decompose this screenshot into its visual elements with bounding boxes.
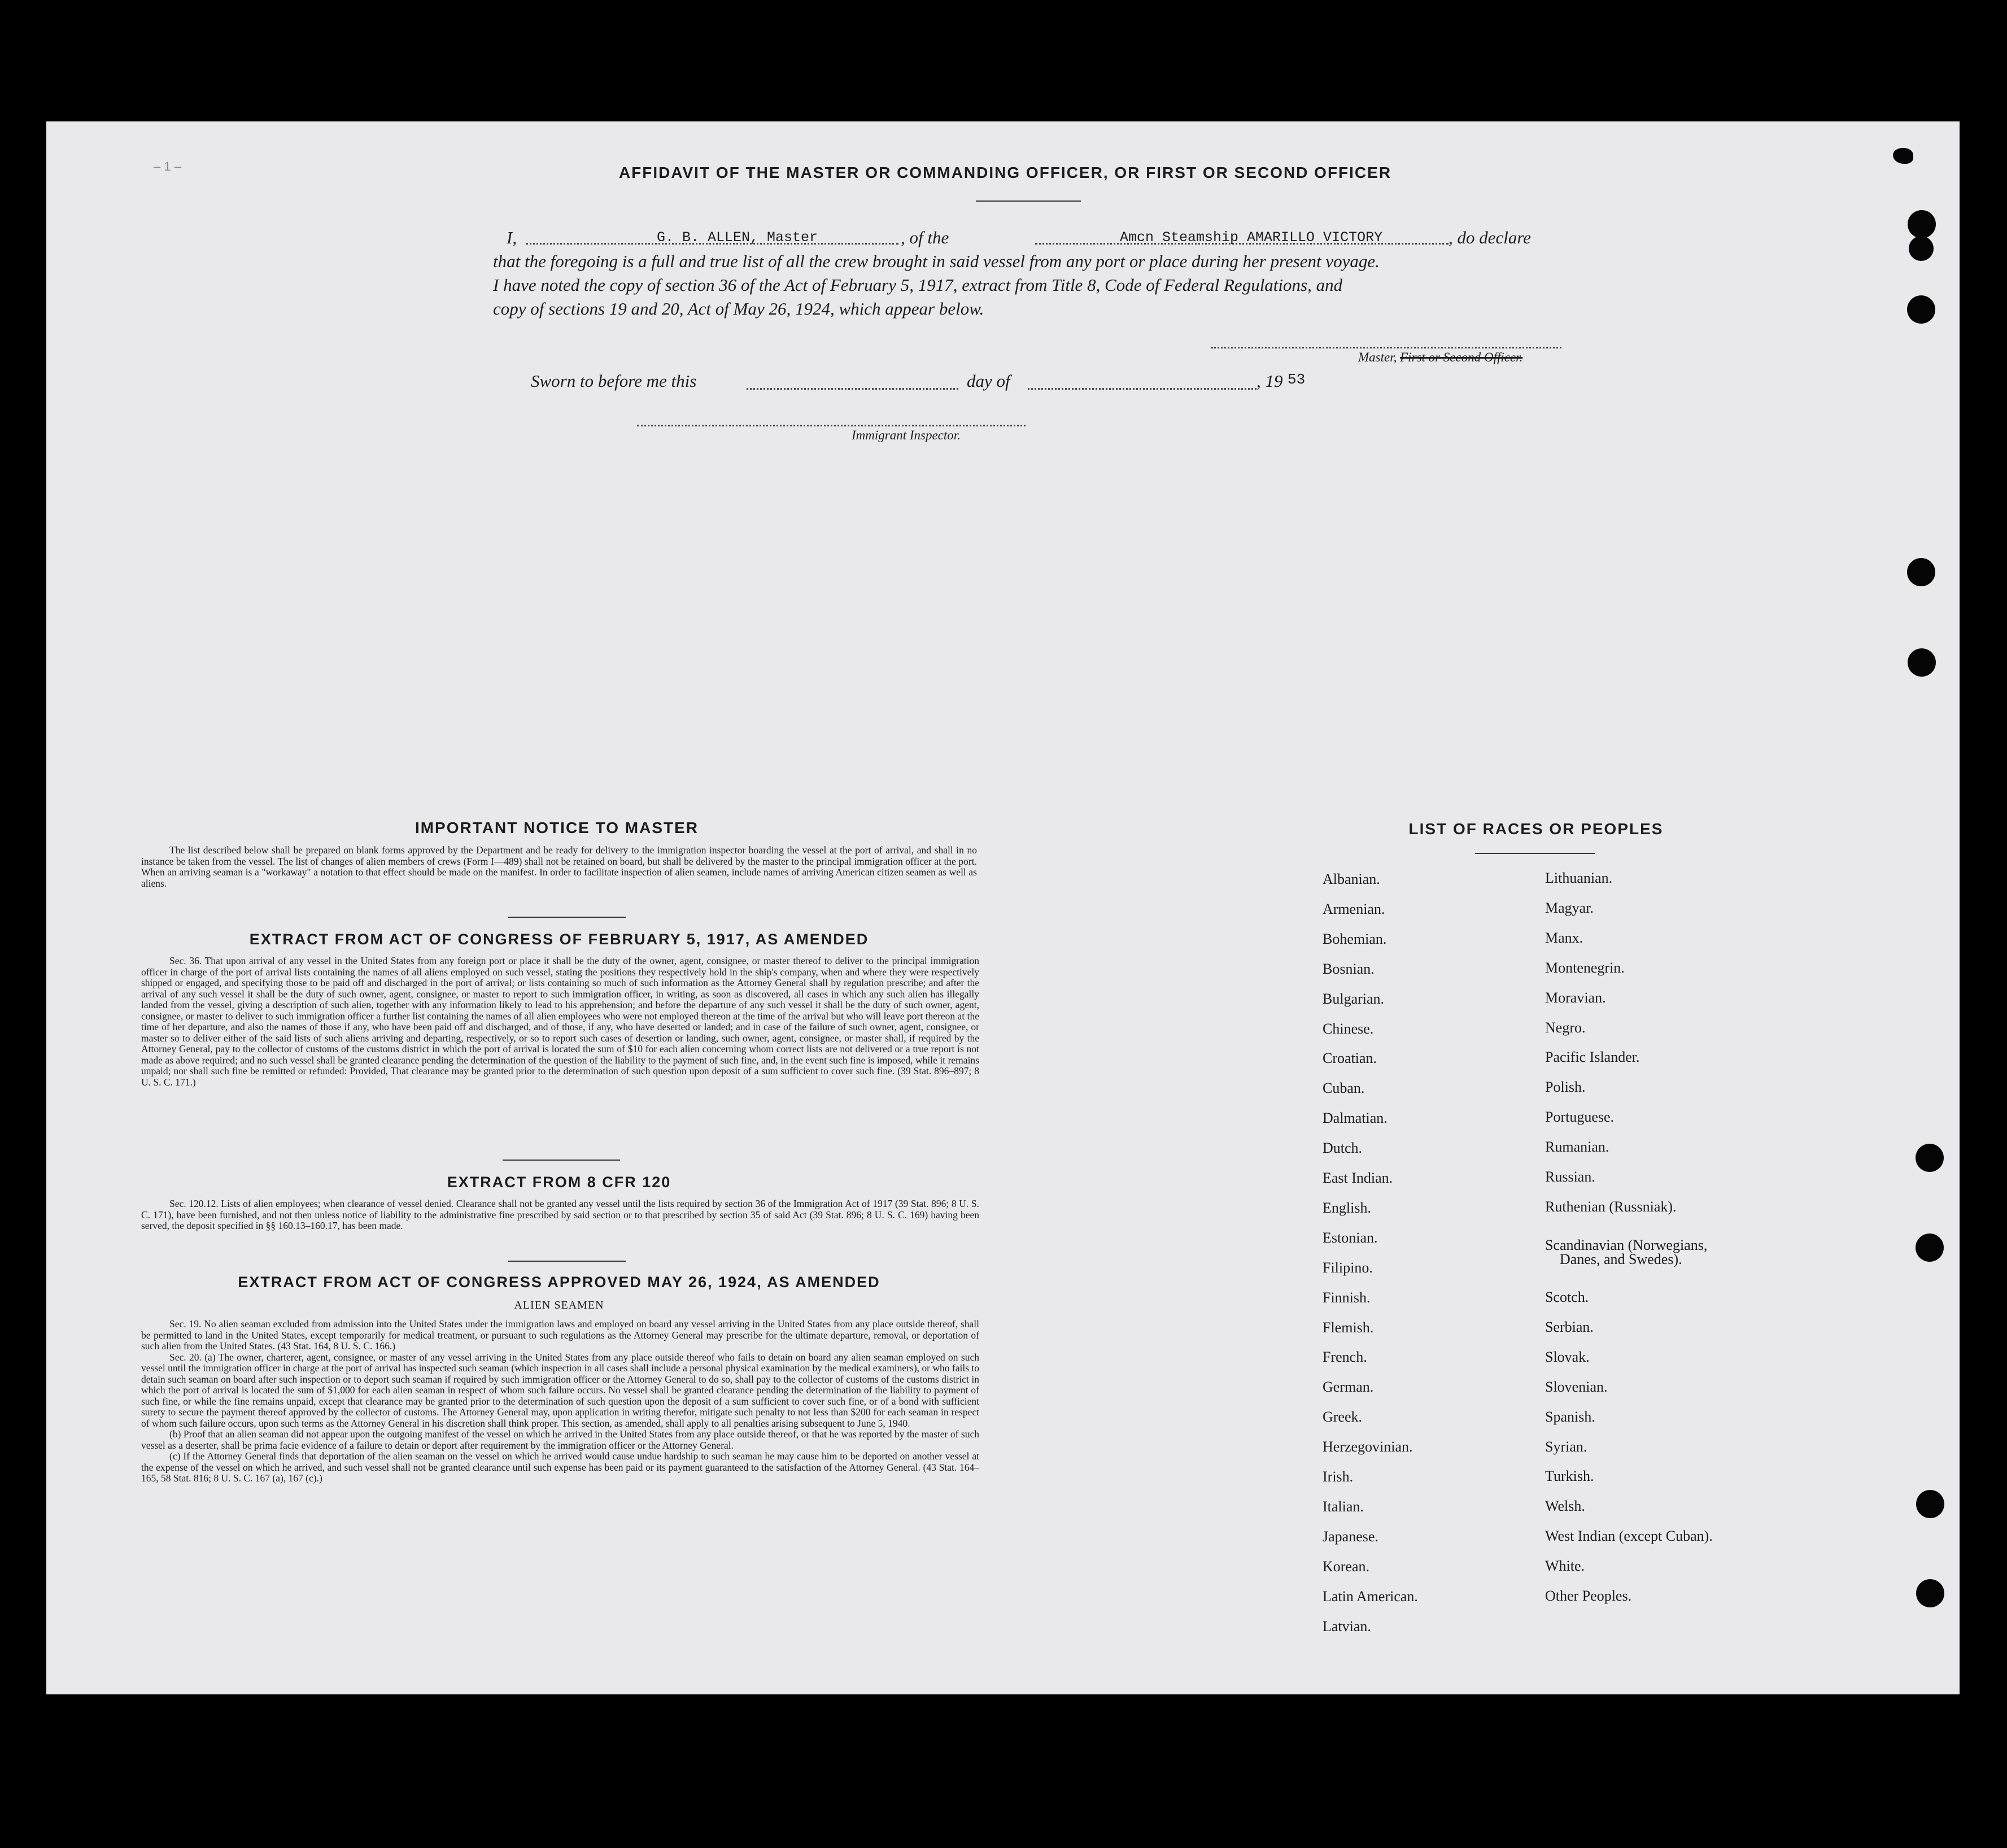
race-item: Serbian. [1545, 1318, 1594, 1335]
race-item: West Indian (except Cuban). [1545, 1528, 1713, 1545]
race-item: Manx. [1545, 929, 1583, 946]
race-item: Filipino. [1323, 1259, 1373, 1276]
race-item: Slovenian. [1545, 1378, 1608, 1395]
extract-1917-paragraph: Sec. 36. That upon arrival of any vessel in the United States from any foreign port or place it shall be the duty of the owner, agent, consignee, or master thereof to deliver to the principal immigration officer in charge of the port of arrival lists containing the names of all aliens employed on such vessel, stating the positions they respectively hold in the ship's company, when and where they were respectively shipped or engaged, and specifying those to be paid off and discharged in the port of arrival; or lists containing so much of such information as the Attorney General shall by regulation prescribe; and after the arrival of any such vessel it shall be the duty of such owner, agent, consignee, or master to report to such immigration officer, in writing, as soon as discovered, all cases in which any such alien has illegally landed from the vessel, giving a description of such alien, together with any information likely to lead to his apprehension; and before the departure of any such vessel it shall be the duty of such owner, agent, consignee, or master to deliver to such immigration officer a further list containing the names of all alien employees who were not employed thereon at the time of the arrival but who will leave port thereon at the time of her departure, and also the names of those if any, who have been paid off and discharged, and of those, if any, who have deserted or landed; and in case of the failure of such owner, agent, consignee, or master so to deliver either of the said lists of such aliens arriving and departing, respectively, or so to report such cases of desertion or landing, such owner, agent, consignee, or master shall, if required by the Attorney General, pay to the collector of customs of the customs district in which the port of arrival is located the sum of $10 for each alien concerning whom correct lists are not delivered or a true report is not made as above required; and no such vessel shall be granted clearance pending the determination of the question of the liability to the payment of such fine, and, in the event such fine is imposed, while it remains unpaid; nor shall such fine be remitted or refunded: Provided, That clearance may be granted prior to the determination of such question upon deposit of a sum sufficient to cover such fine. (39 Stat. 896–897; 8 U. S. C. 171.) [141, 955, 979, 1088]
section-divider [508, 917, 626, 918]
race-item: Scandinavian (Norwegians, [1545, 1237, 1708, 1253]
race-item: Chinese. [1323, 1020, 1374, 1037]
race-item: Dutch. [1323, 1140, 1363, 1157]
inspector-signature-line [637, 425, 1026, 426]
punch-hole [1916, 1490, 1944, 1518]
race-item: Spanish. [1545, 1408, 1595, 1425]
affidavit-statement [493, 226, 1566, 321]
sec-20b-paragraph: (b) Proof that an alien seaman did not appear upon the outgoing manifest of the vessel on which he arrived in the United States from any place outside thereof, or that he was reported by the master of such vessel as a deserter, shall be prima facie evidence of a failure to detain or deport after requirement by the immigration officer or the Attorney General. [141, 1428, 979, 1451]
race-item: Finnish. [1323, 1289, 1371, 1306]
race-item: Ruthenian (Russniak). [1545, 1198, 1677, 1215]
page-number-mark: – 1 – [154, 159, 181, 173]
affidavit-line-3: I have noted the copy of section 36 of the Act of February 5, 1917, extract from Title 8, Code of Federal Regulations, and [493, 275, 1343, 295]
punch-hole [1908, 648, 1936, 677]
race-item: Moravian. [1545, 989, 1606, 1006]
race-item: Scotch. [1545, 1289, 1589, 1305]
signature-caption [1358, 350, 1522, 365]
race-item: French. [1323, 1349, 1367, 1366]
sec-19-paragraph: Sec. 19. No alien seaman excluded from admission into the United States under the immigration laws and employed on board any vessel arriving in the United States from any place outside thereof, shall be permitted to land in the United States, except temporarily for medical treatment, or pursuant to such regulations as the Attorney General may prescribe for the ultimate departure, removal, or deportation of such alien from the United States. (43 Stat. 164, 8 U. S. C. 166.) [141, 1318, 979, 1352]
extract-cfr-body [141, 1198, 979, 1232]
race-item: Portuguese. [1545, 1109, 1615, 1126]
sec-20a-paragraph: Sec. 20. (a) The owner, charterer, agent, consignee, or master of any vessel arriving in the United States from any place outside thereof who fails to detain on board any alien seaman employed on such vessel until the immigration officer in charge at the port of arrival has inspected such seaman (which inspection in all cases shall include a personal physical examination by the medical examiners), or who fails to detain such seaman on board after such inspection or to deport such seaman if required by such immigration officer or the Attorney General to do so, shall pay to the collector of customs of the customs district in which the port of arrival is located the sum of $1,000 for each alien seaman in respect of whom such failure occurs. No vessel shall be granted clearance pending the determination of the liability to payment of such fine, or while the fine remains unpaid, except that clearance may be granted prior to the determination of such question upon the deposit of a sum sufficient to cover such fine, or of a bond with sufficient surety to secure the payment thereof approved by the collector of customs. The Attorney General may, upon application in writing therefor, mitigate such penalty to not less than $200 for each seaman in respect of whom such failure occurs, upon such terms as the Attorney General in his discretion shall think proper. This section, as amended, shall apply to all penalties arising subsequent to June 5, 1940. [141, 1351, 979, 1429]
race-item: White. [1545, 1558, 1585, 1575]
master-name-field[interactable]: G. B. ALLEN, Master [657, 229, 818, 246]
race-item: Dalmatian. [1323, 1110, 1388, 1127]
affidavit-line-1 [493, 226, 1566, 250]
affidavit-title: AFFIDAVIT OF THE MASTER OR COMMANDING OFFICER, OR FIRST OR SECOND OFFICER [618, 164, 1392, 181]
race-item: Bosnian. [1323, 960, 1375, 977]
signature-line [1211, 347, 1561, 348]
races-title-underline [1475, 853, 1595, 854]
race-item: Greek. [1323, 1409, 1363, 1426]
race-item: Albanian. [1323, 871, 1380, 887]
notice-paragraph: The list described below shall be prepared on blank forms approved by the Department and be ready for delivery to the immigration inspector boarding the vessel at the port of arrival, and shall in no instance be taken from the vessel. The list of changes of alien members of crews (Form I—489) shall not be retained on board, but shall be delivered by the master to the principal immigration officer at the port. When an arriving seaman is a "workaway" a notation to that effect should be made on the manifest. In order to facilitate inspection of alien seamen, include names of arriving American citizen seamen as well as aliens. [141, 844, 977, 889]
extract-1917-body [141, 956, 979, 1088]
sworn-line [531, 371, 1344, 394]
race-item: East Indian. [1323, 1170, 1393, 1186]
punch-hole [1916, 1579, 1944, 1607]
notice-body [141, 845, 977, 889]
race-item: Lithuanian. [1545, 870, 1613, 886]
race-item: Polish. [1545, 1079, 1586, 1096]
do-declare-label: , do declare [1448, 228, 1532, 247]
extract-1924-body [141, 1319, 979, 1484]
race-item: Armenian. [1323, 900, 1385, 917]
race-item: Syrian. [1545, 1438, 1587, 1455]
race-item: Korean. [1323, 1558, 1370, 1575]
sworn-month-dotted-line [1028, 388, 1256, 390]
sworn-label: Sworn to before me this [531, 371, 697, 391]
i-label: I, [507, 228, 517, 247]
extract-1917-title: EXTRACT FROM ACT OF CONGRESS OF FEBRUARY 5, 1917, AS AMENDED [249, 931, 869, 948]
punch-hole [1907, 295, 1935, 324]
race-item: German. [1323, 1379, 1374, 1396]
race-item: Flemish. [1323, 1319, 1374, 1336]
race-item: Bulgarian. [1323, 990, 1385, 1007]
alien-seamen-subtitle: ALIEN SEAMEN [514, 1299, 604, 1311]
race-item: Croatian. [1323, 1050, 1377, 1067]
master-caption: Master, [1358, 350, 1397, 364]
title-underline [976, 201, 1081, 202]
race-item: Irish. [1323, 1468, 1354, 1485]
sec-20c-paragraph: (c) If the Attorney General finds that deportation of the alien seaman on the vessel on which he arrived would cause undue hardship to such seaman he may cause him to be deported on another vessel at the expense of the vessel on which he arrived, and such vessel shall not be granted clearance until such expense has been paid or its payment guaranteed to the satisfaction of the Attorney General. (43 Stat. 164–165, 58 Stat. 816; 8 U. S. C. 167 (a), 167 (c).) [141, 1450, 979, 1484]
inspector-caption: Immigrant Inspector. [852, 428, 961, 442]
corner-clip [1893, 148, 1913, 164]
race-item: Pacific Islander. [1545, 1049, 1640, 1066]
race-item: Turkish. [1545, 1468, 1594, 1485]
punch-hole [1908, 210, 1936, 238]
races-title: LIST OF RACES OR PEOPLES [1408, 820, 1664, 838]
year-prefix: , 19 [1256, 371, 1283, 391]
race-item: Danes, and Swedes). [1560, 1251, 1682, 1267]
race-item: Slovak. [1545, 1348, 1590, 1365]
of-the-label: , of the [901, 228, 949, 247]
day-of-label: day of [967, 371, 1010, 391]
race-item: Montenegrin. [1545, 959, 1625, 976]
race-item: Estonian. [1323, 1229, 1378, 1246]
affidavit-line-4: copy of sections 19 and 20, Act of May 26, 1924, which appear below. [493, 299, 984, 319]
affidavit-line-2: that the foregoing is a full and true list of all the crew brought in said vessel from any port or place during her present voyage. [493, 251, 1380, 271]
race-item: Rumanian. [1545, 1139, 1609, 1156]
section-divider [503, 1160, 620, 1161]
vessel-name-field[interactable]: Amcn Steamship AMARILLO VICTORY [1120, 229, 1383, 246]
notice-title: IMPORTANT NOTICE TO MASTER [415, 819, 699, 836]
race-item: Welsh. [1545, 1498, 1585, 1515]
race-item: Herzegovinian. [1323, 1439, 1413, 1455]
race-item: Bohemian. [1323, 930, 1387, 947]
sworn-day-dotted-line [747, 388, 958, 390]
punch-hole [1916, 1234, 1944, 1262]
punch-hole [1909, 236, 1934, 261]
race-item: Russian. [1545, 1169, 1595, 1185]
year-field[interactable]: 53 [1288, 371, 1306, 388]
section-divider [508, 1261, 626, 1262]
race-item: Negro. [1545, 1019, 1586, 1036]
punch-hole [1907, 558, 1935, 586]
race-item: Italian. [1323, 1498, 1364, 1515]
race-item: Latin American. [1323, 1588, 1418, 1605]
extract-cfr-paragraph: Sec. 120.12. Lists of alien employees; when clearance of vessel denied. Clearance shall not be granted any vessel until the lists required by section 36 of the Immigration Act of 1917 (39 Stat. 896; 8 U. S. C. 171), have been furnished, and not then unless notice of liability to the administrative fine prescribed by said section or to that prescribed by section 35 of said Act (39 Stat. 896; 8 U. S. C. 169) having been served, the deposit specified in §§ 160.13–160.17, has been made. [141, 1198, 979, 1231]
race-item: Latvian. [1323, 1618, 1371, 1635]
race-item: Cuban. [1323, 1080, 1365, 1097]
punch-hole [1916, 1144, 1944, 1172]
race-item: Magyar. [1545, 899, 1594, 916]
race-item: Japanese. [1323, 1528, 1378, 1545]
extract-1924-title: EXTRACT FROM ACT OF CONGRESS APPROVED MAY 26, 1924, AS AMENDED [238, 1274, 880, 1291]
race-item: Other Peoples. [1545, 1588, 1632, 1604]
struck-officer-caption: First or Second Officer. [1400, 350, 1523, 364]
extract-cfr-title: EXTRACT FROM 8 CFR 120 [447, 1174, 671, 1191]
race-item: English. [1323, 1199, 1371, 1216]
